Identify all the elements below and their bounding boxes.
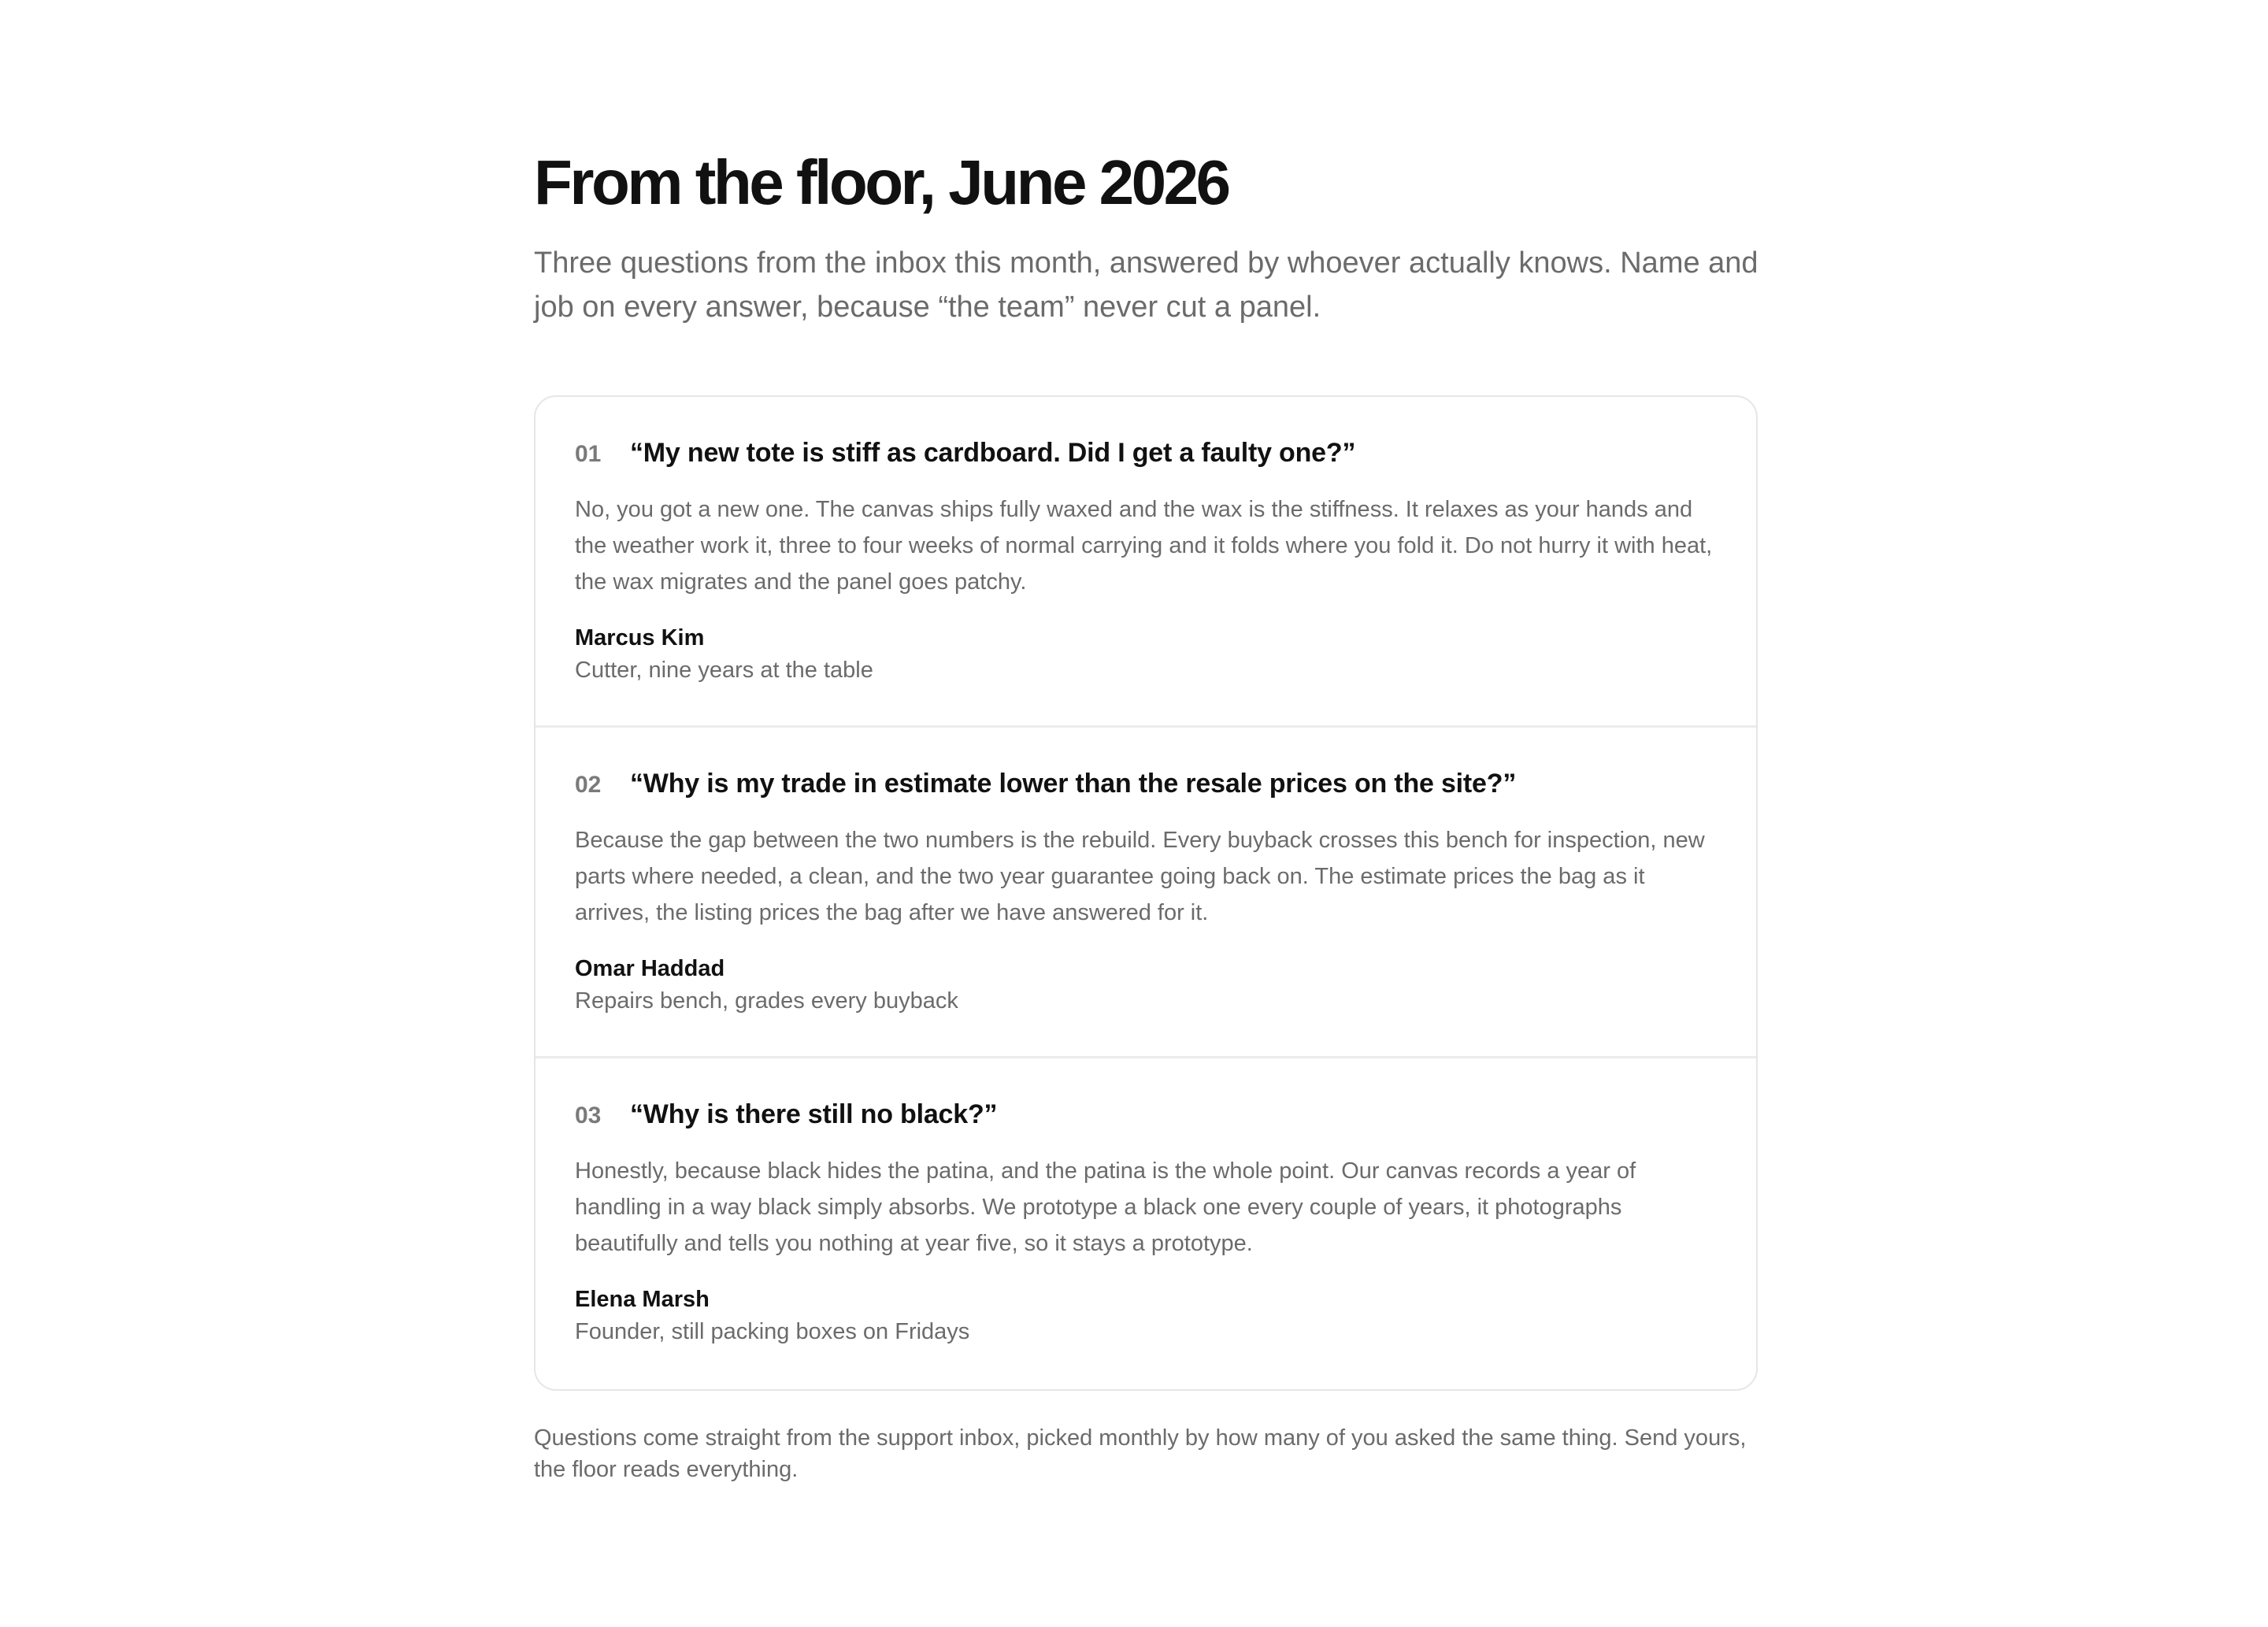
question-text: “My new tote is stiff as cardboard. Did I get a faulty one?” [630,438,1356,468]
question-text: “Why is there still no black?” [630,1099,998,1129]
question-number: 03 [575,1103,602,1129]
question-number: 01 [575,441,602,467]
qa-item [536,1058,1756,1389]
answer-text: No, you got a new one. The canvas ships fully waxed and the wax is the stiffness. It relaxes as your hands and the weather work it, three to four weeks of normal carrying and it folds where you fold it. Do not hurry it with heat, the wax migrates and the panel goes patchy. [575,497,1713,595]
article [534,142,1758,1485]
author-role: Founder, still packing boxes on Fridays [575,1319,970,1344]
page-title: From the floor, June 2026 [534,147,1228,217]
page-intro: Three questions from the inbox this month, answered by whoever actually knows. Name and job on every answer, because “the team” never cut a panel. [534,246,1758,324]
answer-text: Because the gap between the two numbers is the rebuild. Every buyback crosses this bench for inspection, new parts where needed, a clean, and the two year guarantee going back on. The estimate prices the bag as it arrives, the listing prices the bag after we have answered for it. [575,828,1705,925]
qa-item [536,397,1756,728]
qa-card [534,395,1758,1391]
author-role: Repairs bench, grades every buyback [575,988,958,1014]
question-row [575,438,1717,477]
author-role: Cutter, nine years at the table [575,658,873,683]
question-row [575,769,1717,808]
question-number: 02 [575,772,602,798]
footnote: Questions come straight from the support inbox, picked monthly by how many of you asked the same thing. Send yours, the floor reads everything. [534,1425,1747,1482]
author-name: Elena Marsh [575,1287,710,1312]
qa-item [536,728,1756,1058]
question-row [575,1099,1717,1139]
question-text: “Why is my trade in estimate lower than the resale prices on the site?” [630,769,1517,799]
author-name: Omar Haddad [575,956,725,981]
author-name: Marcus Kim [575,625,705,650]
answer-text: Honestly, because black hides the patina, and the patina is the whole point. Our canvas records a year of handling in a way black simply absorbs. We prototype a black one every couple of years, it photographs beautifully and tells you nothing at year five, so it stays a prototype. [575,1158,1636,1256]
